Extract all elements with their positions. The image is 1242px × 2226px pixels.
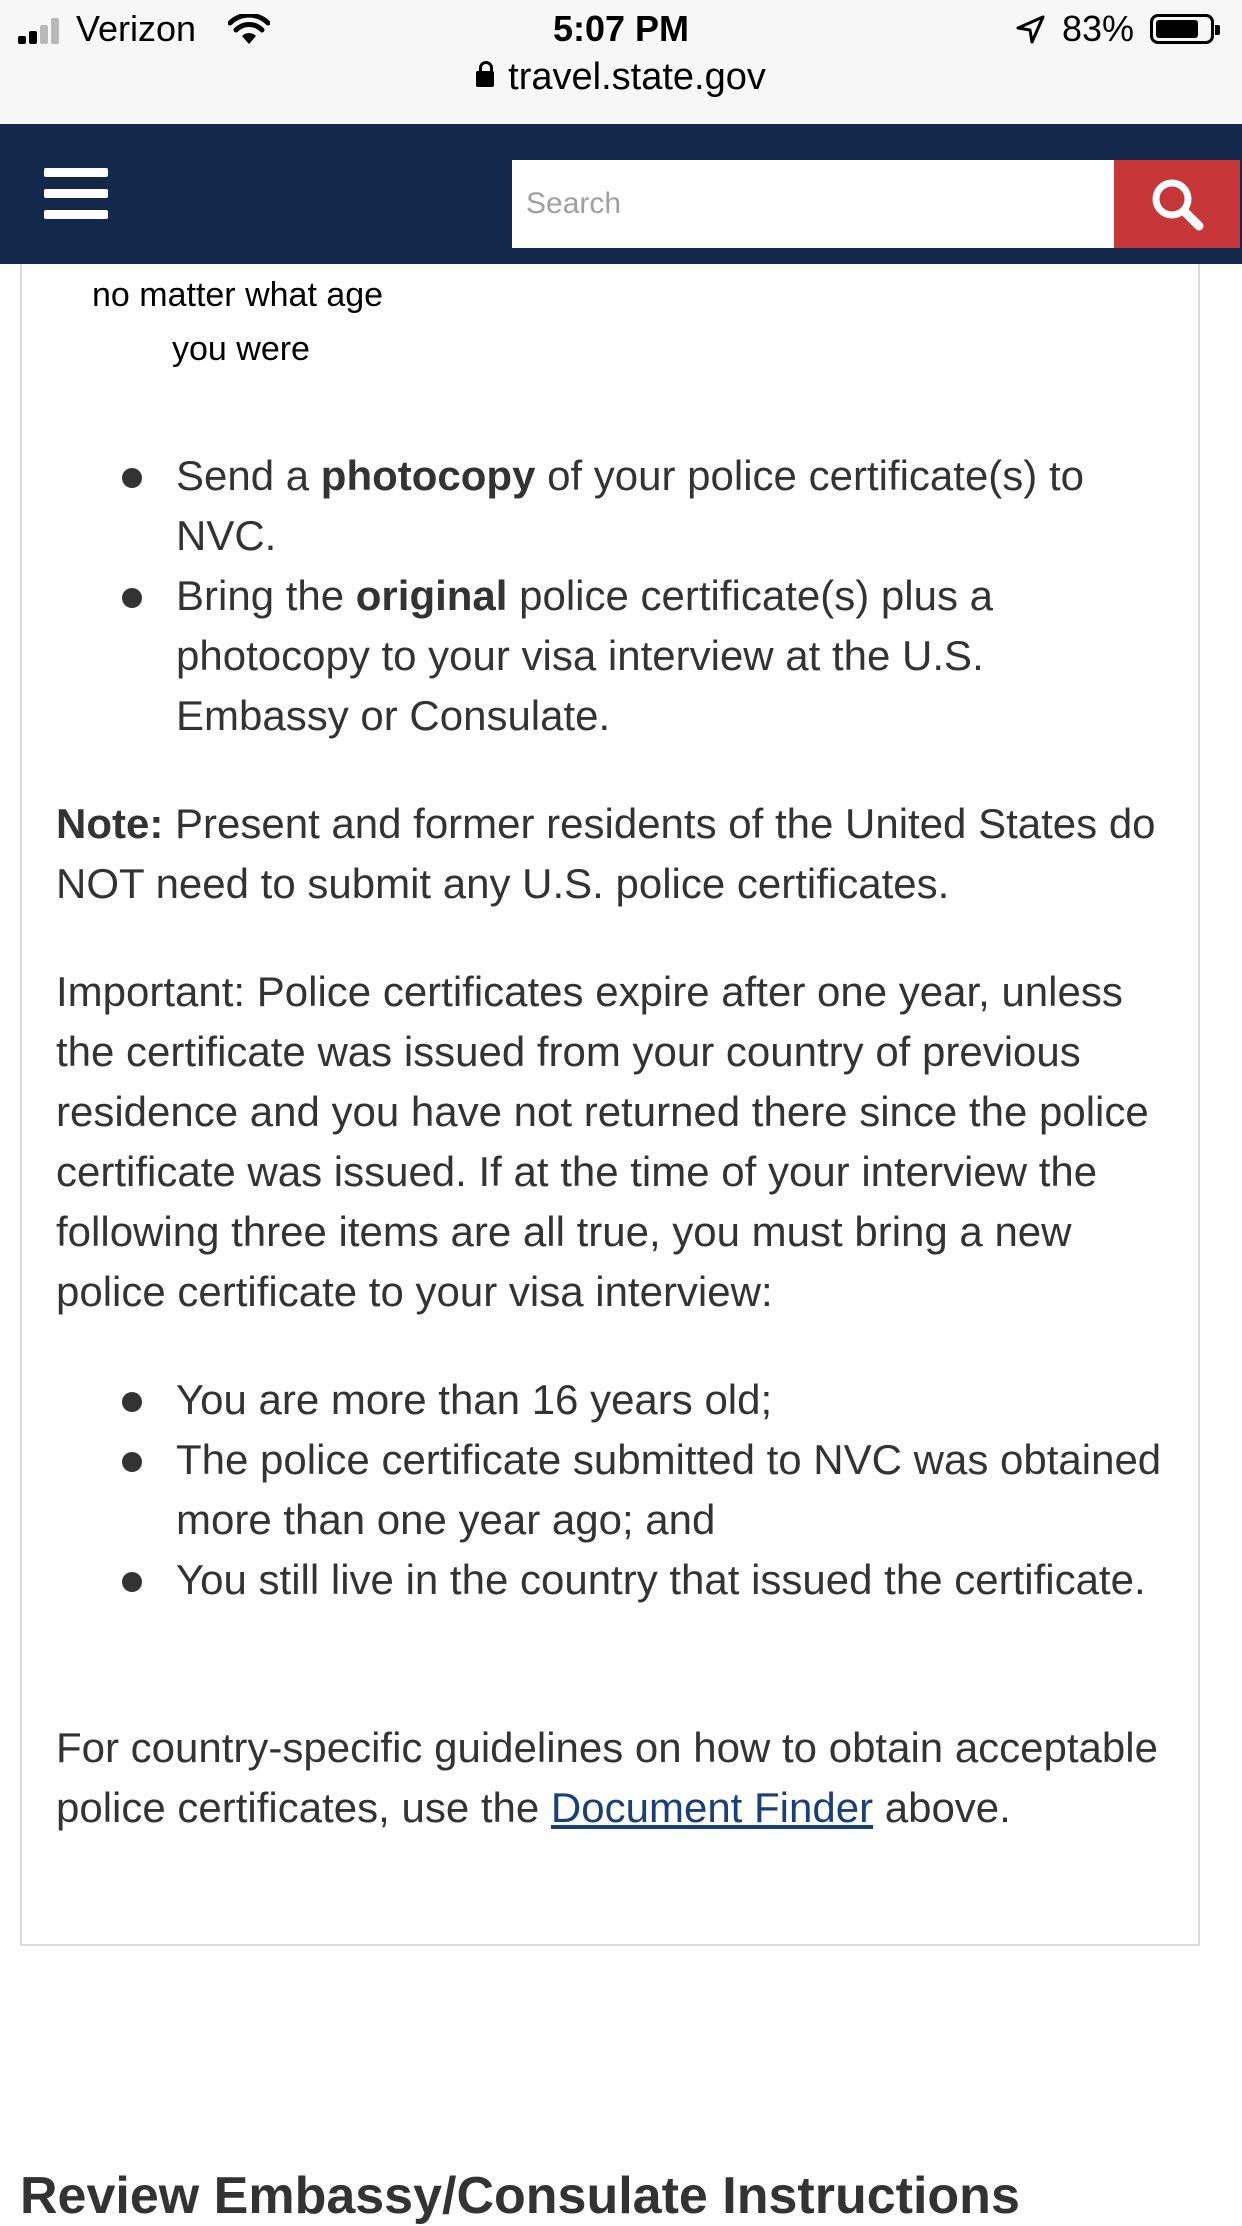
url-bar[interactable]: [0, 56, 1242, 99]
emphasis-original: original: [355, 572, 508, 619]
conditions-bullet-list: [56, 1370, 1166, 1610]
battery-percent: 83%: [1062, 8, 1135, 49]
url-text: travel.state.gov: [508, 56, 766, 98]
search-input[interactable]: [512, 160, 1114, 248]
location-arrow-icon: [1014, 14, 1046, 46]
age-note-line-2: you were: [172, 330, 310, 368]
battery-icon: [1150, 14, 1214, 44]
age-note: [92, 268, 383, 376]
list-item: Bring the original police certificate(s) plus a photocopy to your visa interview at the U.S. Embassy or Consulate.: [56, 566, 1166, 746]
list-item: You still live in the country that issued the certificate.: [56, 1550, 1166, 1610]
emphasis-photocopy: photocopy: [320, 452, 536, 499]
note-label: Note:: [56, 800, 164, 847]
carrier-name: Verizon: [76, 8, 197, 49]
hamburger-menu-icon[interactable]: [44, 168, 108, 220]
site-header: [0, 124, 1242, 264]
age-note-line-1: no matter what age: [92, 276, 384, 314]
battery-fill: [1156, 20, 1198, 38]
document-finder-link[interactable]: Document Finder: [550, 1784, 874, 1831]
list-item: The police certificate submitted to NVC was obtained more than one year ago; and: [56, 1430, 1166, 1550]
list-item: Send a photocopy of your police certificate(s) to NVC.: [56, 446, 1166, 566]
lock-icon: [476, 71, 494, 87]
submission-bullet-list: [56, 446, 1166, 746]
list-item: You are more than 16 years old;: [56, 1370, 1166, 1430]
important-paragraph: Important: Police certificates expire after one year, unless the certificate was issued from your country of previous residence and you have not returned there since the police certificate was issued. If at the time of your interview the following three items are all true, you must bring a new police certificate to your visa interview:: [56, 968, 1149, 1315]
status-bar: [0, 0, 1242, 124]
search-button[interactable]: [1114, 160, 1240, 248]
note-text: Present and former residents of the United States do NOT need to submit any U.S. police certificates.: [56, 800, 1156, 907]
note-paragraph: [56, 794, 1166, 914]
guidelines-paragraph: For country-specific guidelines on how to obtain acceptable police certificates, use the Document Finder above.: [56, 1724, 1158, 1831]
section-heading: Review Embassy/Consulate Instructions: [20, 2167, 1020, 2225]
status-time: 5:07 PM: [552, 8, 690, 49]
search-icon: [1149, 176, 1205, 232]
